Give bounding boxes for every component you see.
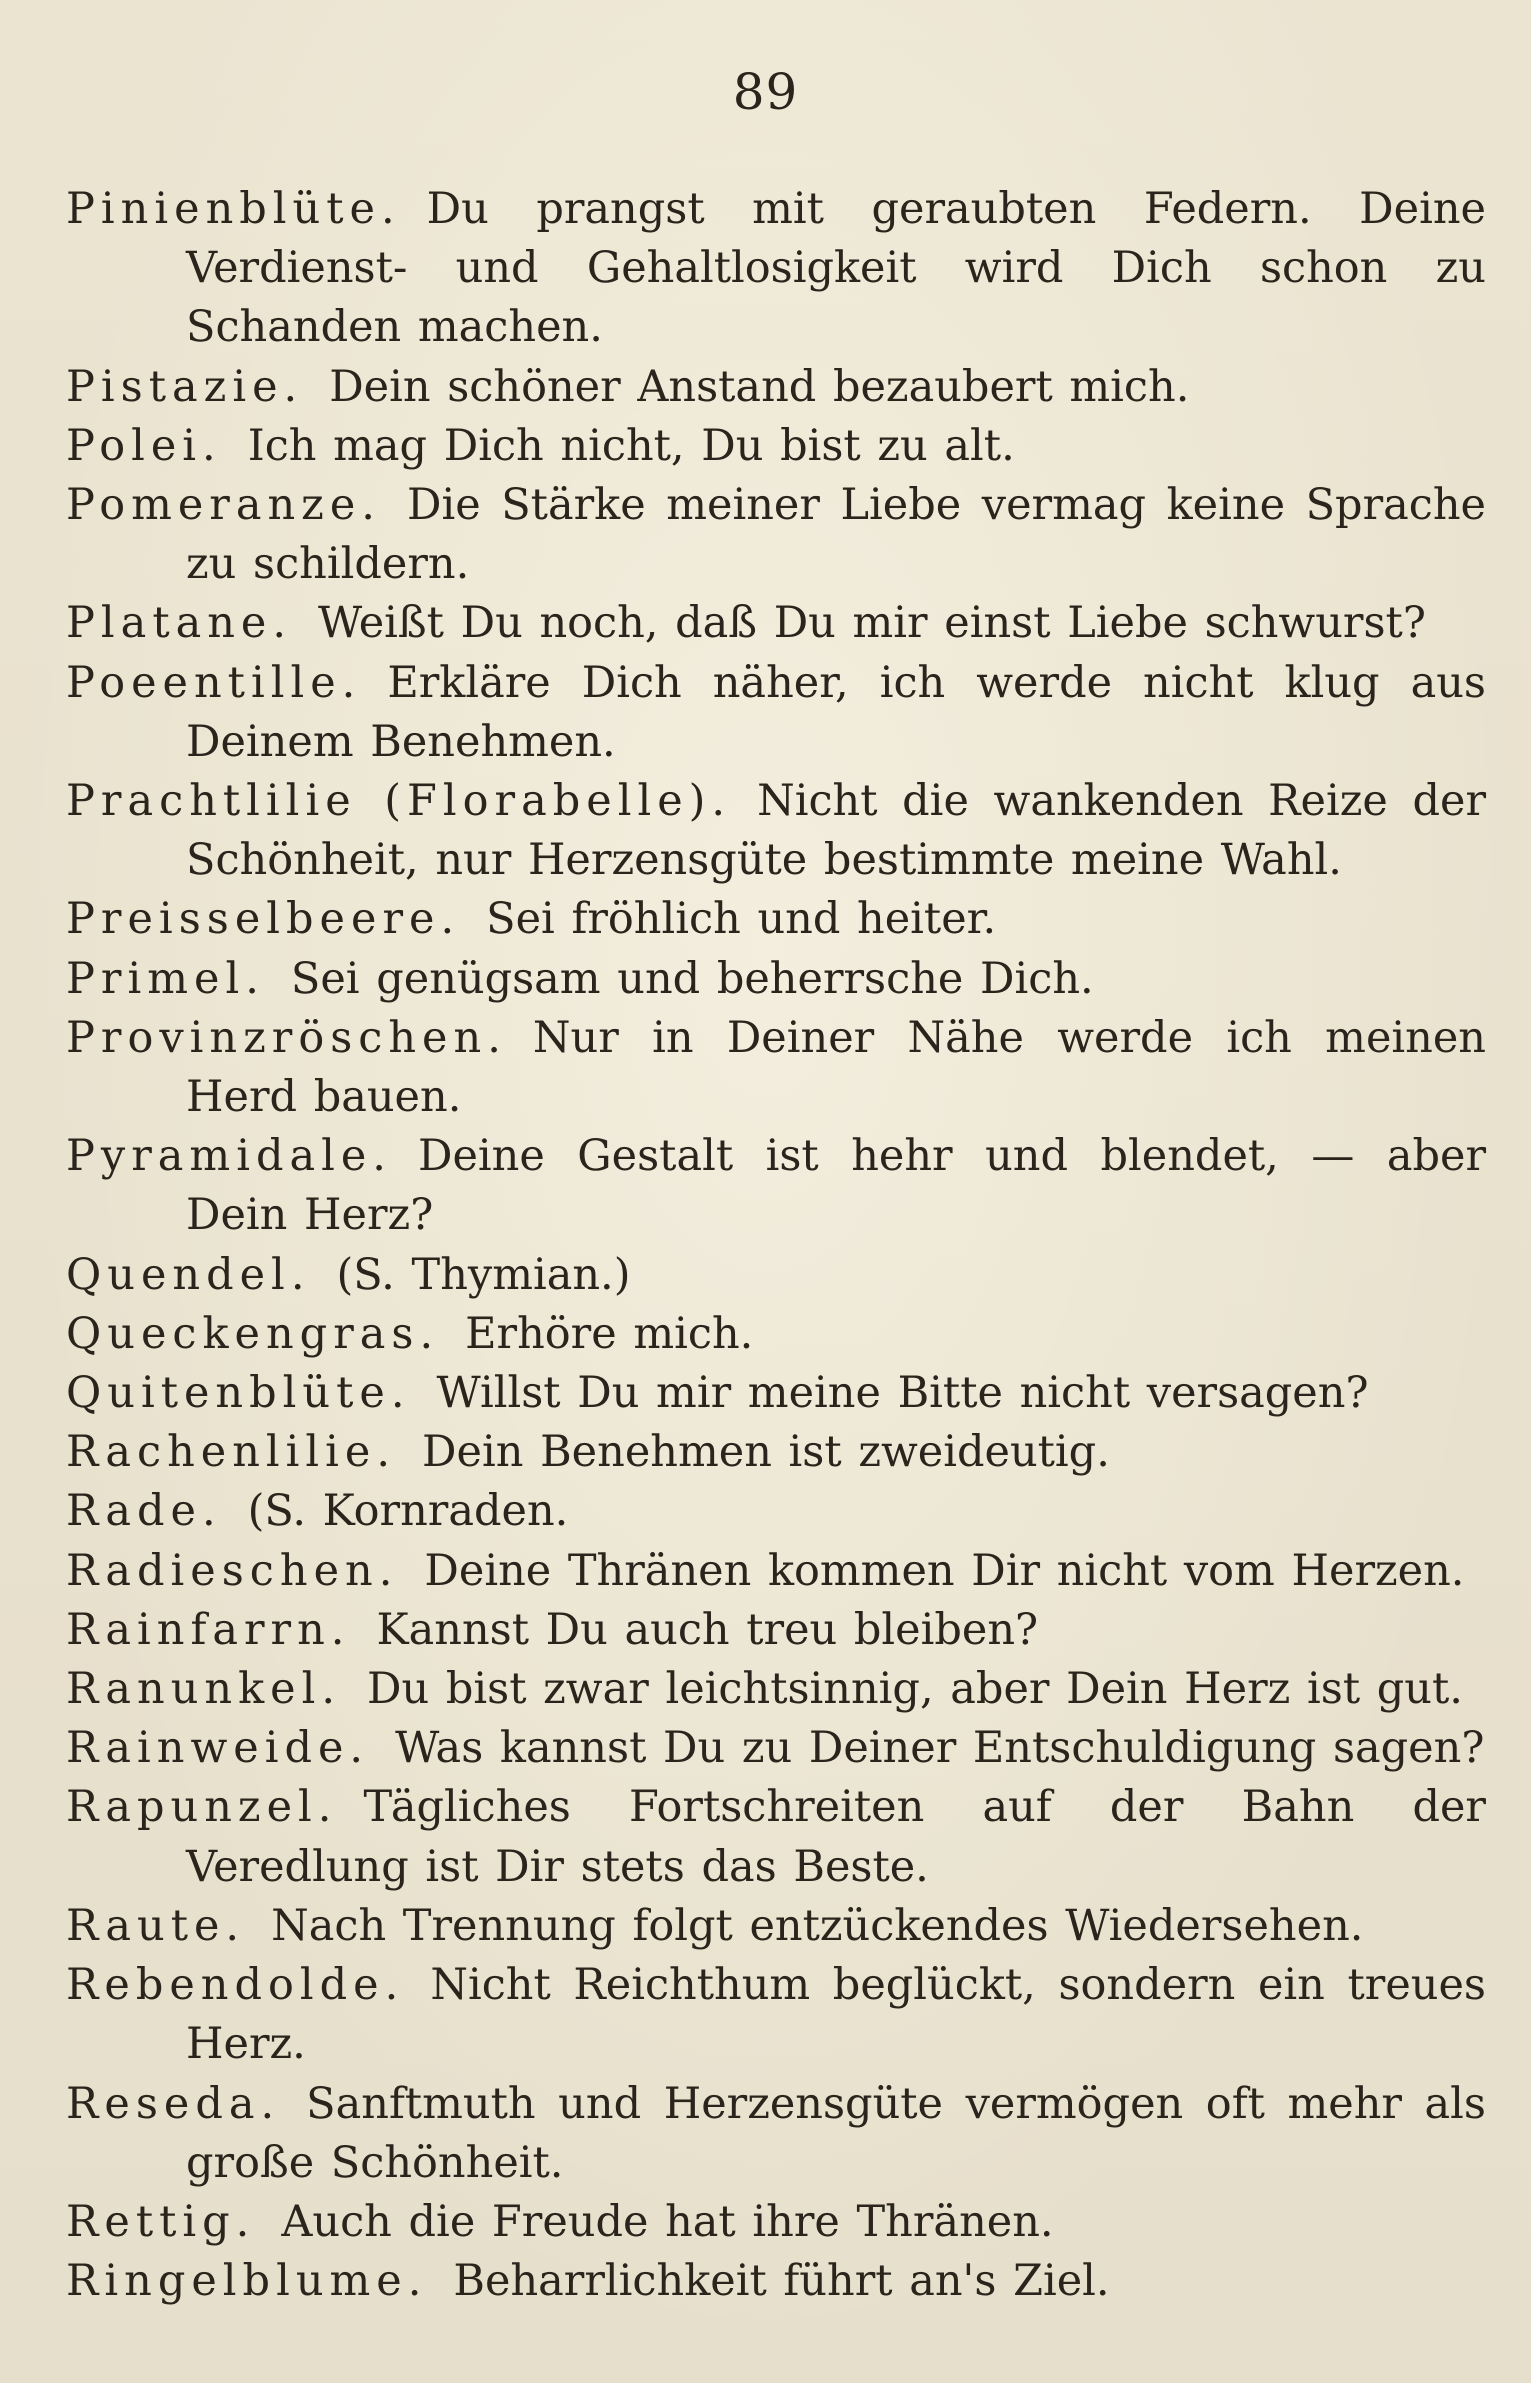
entry-term: Raute. xyxy=(66,1900,246,1951)
page-number: 89 xyxy=(732,63,799,121)
entry-definition: Sei fröhlich und heiter. xyxy=(486,894,997,945)
list-item xyxy=(66,2252,1486,2311)
entry-term: Quitenblüte. xyxy=(66,1368,411,1419)
entry-term: Rachenlilie. xyxy=(66,1427,397,1478)
entry-definition: Kannst Du auch treu bleiben? xyxy=(376,1604,1039,1655)
entry-definition: Willst Du mir meine Bitte nicht versagen? xyxy=(436,1368,1369,1419)
entry-definition: Beharrlichkeit führt an's Ziel. xyxy=(453,2256,1110,2307)
list-item xyxy=(66,594,1486,653)
entry-definition: Du bist zwar leichtsinnig, aber Dein Herz ist gut. xyxy=(367,1664,1463,1715)
entry-term: Polei. xyxy=(66,420,222,471)
entry-term: Ringelblume. xyxy=(66,2256,428,2307)
entry-definition: Sanftmuth und Herzensgüte vermögen oft mehr als große Schönheit. xyxy=(186,2078,1486,2188)
entry-term: Rainweide. xyxy=(66,1723,370,1774)
entry-definition: Erkläre Dich näher, ich werde nicht klug aus Deinem Benehmen. xyxy=(186,657,1486,767)
entry-term: Rade. xyxy=(66,1486,222,1537)
list-item xyxy=(66,1719,1486,1778)
list-item xyxy=(66,1897,1486,1956)
entry-definition: Dein schöner Anstand bezaubert mich. xyxy=(329,361,1190,412)
entry-list xyxy=(66,180,1486,2311)
list-item xyxy=(66,476,1486,594)
list-item xyxy=(66,1127,1486,1245)
entry-definition: Tägliches Fortschreiten auf der Bahn der Veredlung ist Dir stets das Beste. xyxy=(186,1782,1486,1892)
entry-term: Quendel. xyxy=(66,1249,311,1300)
entry-definition: Dein Benehmen ist zweideutig. xyxy=(422,1427,1110,1478)
entry-term: Prachtlilie (Florabelle). xyxy=(66,776,732,827)
entry-definition: Du prangst mit geraubten Federn. Deine Verdienst- und Gehaltlosigkeit wird Dich schon zu Schanden machen. xyxy=(186,184,1486,353)
entry-definition: Deine Gestalt ist hehr und blendet, — aber Dein Herz? xyxy=(186,1131,1486,1241)
entry-definition: Nicht die wankenden Reize der Schönheit, nur Herzensgüte bestimmte meine Wahl. xyxy=(186,776,1486,886)
entry-term: Radieschen. xyxy=(66,1545,399,1596)
list-item xyxy=(66,2075,1486,2193)
entry-definition: Nur in Deiner Nähe werde ich meinen Herd bauen. xyxy=(186,1012,1486,1123)
list-item xyxy=(66,654,1486,772)
entry-term: Platane. xyxy=(66,598,293,649)
list-item xyxy=(66,417,1486,476)
list-item xyxy=(66,890,1486,949)
entry-term: Rainfarrn. xyxy=(66,1604,351,1655)
entry-term: Pistazie. xyxy=(66,361,304,412)
entry-term: Rapunzel. xyxy=(66,1782,338,1833)
entry-definition: Die Stärke meiner Liebe vermag keine Sprache zu schildern. xyxy=(186,480,1486,590)
entry-term: Queckengras. xyxy=(66,1308,440,1359)
entry-definition: Erhöre mich. xyxy=(465,1308,754,1359)
list-item xyxy=(66,1542,1486,1601)
entry-definition: (S. Thymian.) xyxy=(336,1249,631,1300)
list-item xyxy=(66,1364,1486,1423)
list-item xyxy=(66,1423,1486,1482)
entry-term: Reseda. xyxy=(66,2078,281,2129)
list-item xyxy=(66,1956,1486,2074)
entry-definition: Auch die Freude hat ihre Thränen. xyxy=(281,2196,1054,2247)
list-item xyxy=(66,1246,1486,1305)
list-item xyxy=(66,1601,1486,1660)
list-item xyxy=(66,950,1486,1009)
entry-term: Pyramidale. xyxy=(66,1131,392,1182)
list-item xyxy=(66,358,1486,417)
list-item xyxy=(66,180,1486,358)
entry-definition: Weißt Du noch, daß Du mir einst Liebe schwurst? xyxy=(318,598,1426,649)
entry-term: Preisselbeere. xyxy=(66,894,461,945)
entry-definition: Sei genügsam und beherrsche Dich. xyxy=(290,953,1094,1004)
entry-definition: Ich mag Dich nicht, Du bist zu alt. xyxy=(247,420,1015,471)
list-item xyxy=(66,2193,1486,2252)
list-item xyxy=(66,1778,1486,1896)
entry-term: Rettig. xyxy=(66,2196,256,2247)
entry-definition: (S. Kornraden. xyxy=(247,1486,569,1537)
list-item xyxy=(66,1482,1486,1541)
entry-definition: Nicht Reichthum beglückt, sondern ein treues Herz. xyxy=(186,1960,1486,2070)
entry-term: Pinienblüte. xyxy=(66,184,401,234)
list-item xyxy=(66,1660,1486,1719)
entry-term: Ranunkel. xyxy=(66,1664,342,1715)
entry-term: Rebendolde. xyxy=(66,1960,405,2011)
list-item xyxy=(66,1009,1486,1127)
list-item xyxy=(66,1305,1486,1364)
entry-definition: Was kannst Du zu Deiner Entschuldigung sagen? xyxy=(395,1723,1485,1774)
entry-term: Provinzröschen. xyxy=(66,1012,507,1063)
entry-term: Poeentille. xyxy=(66,657,362,708)
entry-definition: Deine Thränen kommen Dir nicht vom Herzen. xyxy=(424,1545,1465,1596)
entry-definition: Nach Trennung folgt entzückendes Wiedersehen. xyxy=(271,1900,1364,1951)
entry-term: Pomeranze. xyxy=(66,480,381,531)
entry-term: Primel. xyxy=(66,953,265,1004)
list-item xyxy=(66,772,1486,890)
